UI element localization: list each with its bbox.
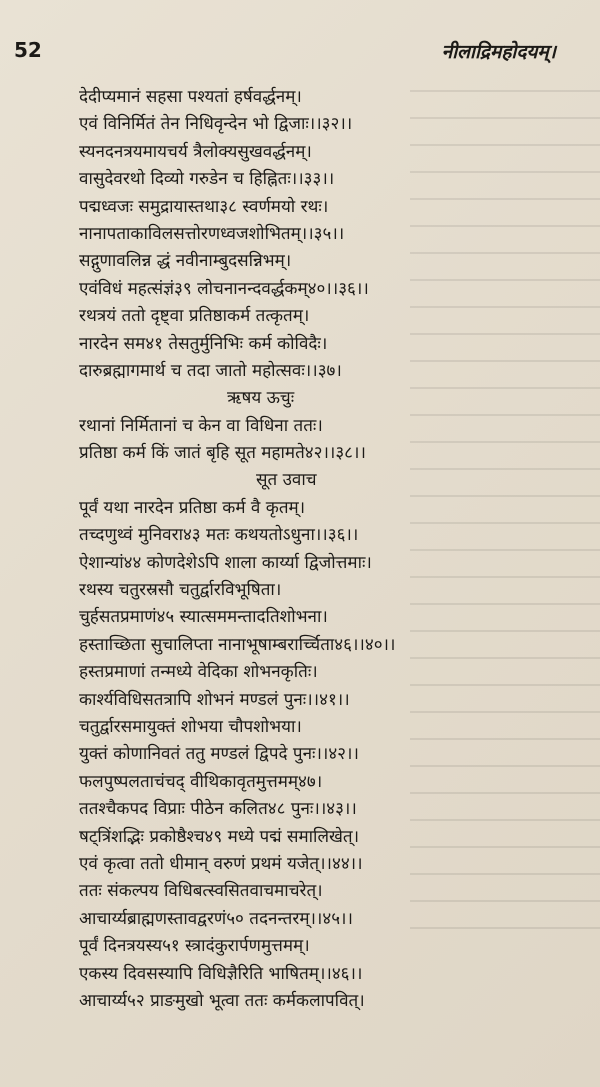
verse-line: तच्दणुथ्वं मुनिवरा४३ मतः कथयतोऽधुना।।३६।।: [79, 525, 359, 546]
verse-line: युक्तं कोणानिवतं ततु मण्डलं द्विपदे पुनः।।४२।।: [79, 744, 359, 765]
verse-line: आचार्य्य५२ प्राङमुखो भूत्वा ततः कर्मकलापवित्।: [79, 990, 365, 1011]
verse-line: एवंविधं महत्संज्ञं३९ लोचनानन्दवर्द्धकम्४०।।३६।।: [79, 278, 369, 299]
verse-line: हस्तप्रमाणां तन्मध्ये वेदिका शोभनकृतिः।: [79, 662, 318, 683]
page-number: 52: [14, 38, 42, 62]
verse-line: रथत्रयं ततो दृष्ट्वा प्रतिष्ठाकर्म तत्कृतम्।: [79, 306, 310, 327]
page-header: [0, 38, 600, 68]
verse-line: पूर्वं दिनत्रयस्य५१ स्त्रादंकुरार्पणमुत्तमम्।: [79, 936, 310, 957]
verse-line: देदीप्यमानं सहसा पश्यतां हर्षवर्द्धनम्।: [79, 87, 302, 107]
verse-line: वासुदेवरथो दिव्यो गरुडेन च हिह्नितः।।३३।।: [79, 169, 335, 190]
verse-line: षट्त्रिंशद्भिः प्रकोष्ठैश्च४९ मध्ये पद्मं समालिखेत्।: [79, 826, 360, 847]
verse-line: स्यनदनत्रयमायचर्य त्रैलोक्यसुखवर्द्धनम्।: [79, 141, 312, 162]
section-heading: [0, 385, 600, 412]
verse-line: दारुब्रह्मागमार्थ च तदा जातो महोत्सवः।।३७।: [79, 360, 342, 381]
section-heading-text: ऋषय ऊचुः: [227, 388, 295, 409]
verse-line: एवं कृत्वा ततो धीमान् वरुणं प्रथमं यजेत्।।४४।।: [79, 853, 363, 874]
verse-block: [0, 84, 600, 1015]
verse-line: सद्गुणावलिन्न द्धं नवीनाम्बुदसन्निभम्।: [79, 251, 292, 272]
verse-line: ऐशान्यां४४ कोणदेशेऽपि शाला कार्य्या द्विजोत्तमाः।: [79, 552, 372, 573]
verse-line: एवं विनिर्मितं तेन निधिवृन्देन भो द्विजाः।।३२।।: [79, 114, 353, 135]
verse-line: चुर्हसतप्रमाणं४५ स्यात्सममन्तादतिशोभना।: [79, 607, 328, 628]
verse-line: आचार्य्यब्राह्मणस्तावद्वरणं५० तदनन्तरम्।।४५।।: [79, 908, 353, 929]
running-title: नीलाद्रिमहोदयम्।: [441, 41, 556, 63]
verse-line: हस्ताच्छिता सुचालिप्ता नानाभूषाम्बरार्च्चिता४६।।४०।।: [79, 634, 396, 655]
verse-line: ततश्चैकपद विप्राः पीठेन कलित४८ पुनः।।४३।।: [79, 799, 357, 820]
verse-line: नानापताकाविलसत्तोरणध्वजशोभितम्।।३५।।: [79, 223, 345, 244]
verse-line: चतुर्द्वारसमायुक्तं शोभया चौपशोभया।: [79, 716, 302, 737]
section-heading-text: सूत उवाच: [256, 470, 317, 491]
verse-line: पद्मध्वजः समुद्रायास्तथा३८ स्वर्णमयो रथः।: [79, 196, 329, 217]
verse-line: पूर्वं यथा नारदेन प्रतिष्ठा कर्म वै कृतम्।: [79, 497, 306, 518]
verse-line: ततः संकल्पय विधिबत्स्वसितवाचमाचरेत्।: [79, 881, 323, 902]
verse-line: रथस्य चतुरस्रसौ चतुर्द्वारविभूषिता।: [79, 580, 282, 601]
verse-line: रथानां निर्मितानां च केन वा विधिना ततः।: [79, 415, 323, 436]
verse-line: फलपुष्पलताचंचद् वीथिकावृतमुत्तमम्४७।: [79, 771, 323, 792]
verse-line: एकस्य दिवसस्यापि विधिज्ञैरिति भाषितम्।।४६।।: [79, 963, 363, 984]
section-heading: [0, 467, 600, 494]
verse-line: नारदेन सम४१ तेसतुर्मुनिभिः कर्म कोविदैः।: [79, 333, 328, 354]
verse-line: प्रतिष्ठा कर्म किं जातं बृहि सूत महामते४२।।३८।।: [79, 443, 366, 464]
verse-line: कार्श्यविधिसतत्रापि शोभनं मण्डलं पुनः।।४१।।: [79, 689, 350, 710]
